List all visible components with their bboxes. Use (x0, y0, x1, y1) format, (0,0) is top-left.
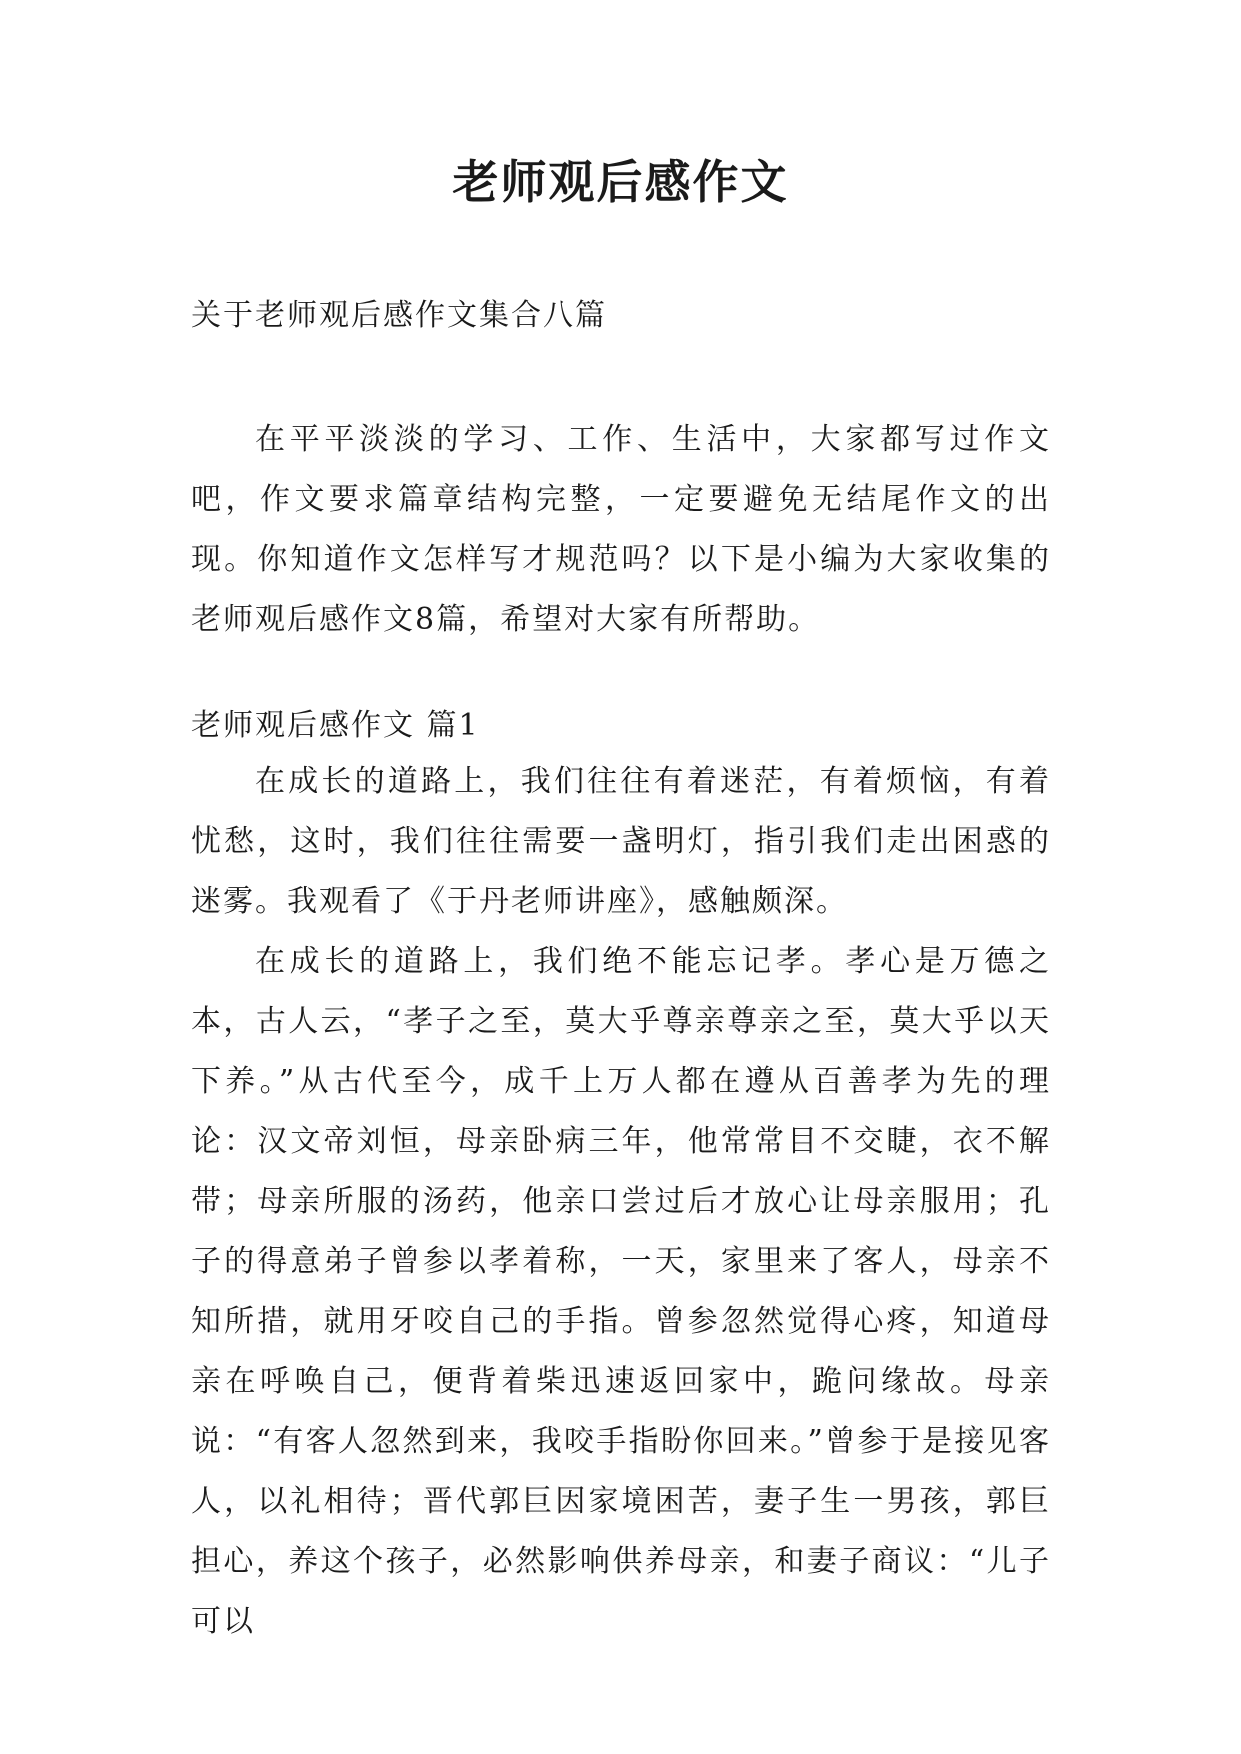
body-paragraph: 在成长的道路上，我们往往有着迷茫，有着烦恼，有着忧愁，这时，我们往往需要一盏明灯，指引我们走出困惑的迷雾。我观看了《于丹老师讲座》，感触颇深。 (191, 764, 1051, 919)
intro-paragraph: 在平平淡淡的学习、工作、生活中，大家都写过作文吧，作文要求篇章结构完整，一定要避免无结尾作文的出现。你知道作文怎样写才规范吗？以下是小编为大家收集的老师观后感作文8篇，希望对大家有所帮助。 (191, 422, 1051, 637)
article-body (191, 752, 1051, 1652)
section-heading: 老师观后感作文 篇1 (191, 708, 480, 743)
body-paragraph: 在成长的道路上，我们绝不能忘记孝。孝心是万德之本，古人云，“孝子之至，莫大乎尊亲尊亲之至，莫大乎以天下养。”从古代至今，成千上万人都在遵从百善孝为先的理论：汉文帝刘恒，母亲卧病三年，他常常目不交睫，衣不解带；母亲所服的汤药，他亲口尝过后才放心让母亲服用；孔子的得意弟子曾参以孝着称，一天，家里来了客人，母亲不知所措，就用牙咬自己的手指。曾参忽然觉得心疼，知道母亲在呼唤自己，便背着柴迅速返回家中，跪问缘故。母亲说：“有客人忽然到来，我咬手指盼你回来。”曾参于是接见客人，以礼相待；晋代郭巨因家境困苦，妻子生一男孩，郭巨担心，养这个孩子，必然影响供养母亲，和妻子商议：“儿子可以 (191, 944, 1051, 1639)
document-title: 老师观后感作文 (452, 155, 789, 209)
intro-block (191, 410, 1051, 650)
document-subtitle: 关于老师观后感作文集合八篇 (191, 298, 607, 333)
